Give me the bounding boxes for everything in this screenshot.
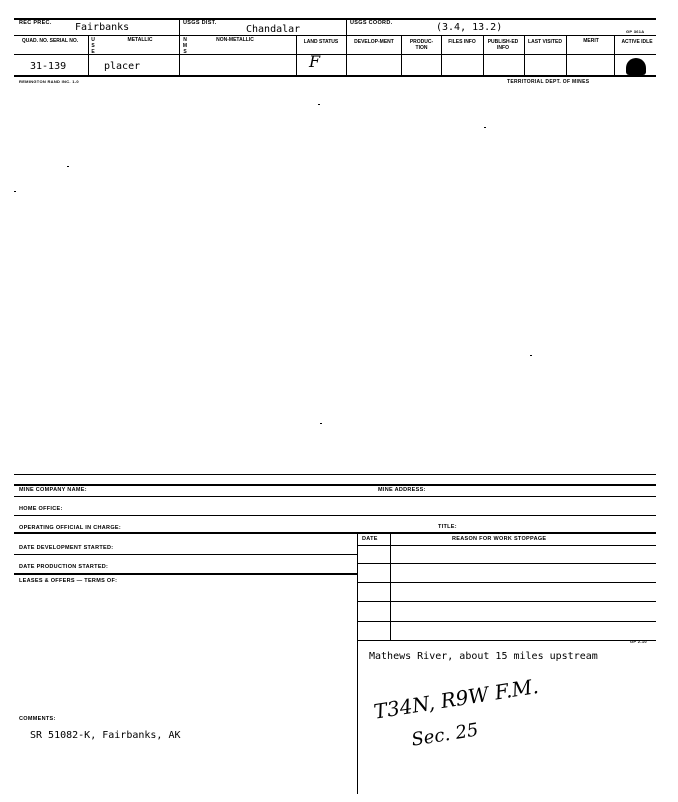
date-development-started-label: DATE DEVELOPMENT STARTED: [19,545,114,551]
leases-offers-label: LEASES & OFFERS — TERMS OF: [19,578,118,584]
col-metallic: METALLIC [127,37,153,43]
col-merit: MERIT [583,38,599,44]
land-status-value: F [309,52,321,71]
col-production: PRODUC-TION [409,39,434,51]
col-quad-serial: QUAD. NO. SERIAL NO. [21,38,79,44]
col-nonmetallic: NON-METALLIC [216,37,254,43]
mine-address-label: MINE ADDRESS: [378,487,426,493]
col-use: U S E [91,37,95,55]
metallic-value: placer [104,61,141,72]
location-note: Mathews River, about 15 miles upstream [369,651,598,662]
usgs-dist-value: Chandalar [246,24,301,35]
form-number: GP 361A [626,29,645,34]
home-office-label: HOME OFFICE: [19,506,63,512]
printer-note: REMINGTON RAND INC. 1-0 [19,79,79,84]
comments-value: SR 51082-K, Fairbanks, AK [30,730,181,741]
usgs-coord-label: USGS COORD. [350,20,393,26]
col-land-status: LAND STATUS [303,39,339,45]
col-published-info: PUBLISH-ED INFO [487,39,519,51]
handwritten-section: Sec. 25 [410,719,480,751]
small-form-number: GP 2-10 [630,639,647,644]
reason-header: REASON FOR WORK STOPPAGE [452,536,547,542]
operating-official-label: OPERATING OFFICIAL IN CHARGE: [19,525,121,531]
date-header: DATE [362,536,378,542]
col-development: DEVELOP-MENT [354,39,394,45]
quad-serial-value: 31-139 [30,61,67,72]
comments-label: COMMENTS: [19,716,56,722]
col-files-info: FILES INFO [448,39,476,45]
handwritten-township: T34N, R9W F.M. [372,673,541,724]
dept-note: TERRITORIAL DEPT. OF MINES [507,79,590,85]
col-active-idle: ACTIVE IDLE [621,39,653,45]
usgs-dist-label: USGS DIST. [183,20,217,26]
col-last-visited: LAST VISITED [528,39,562,45]
date-production-started-label: DATE PRODUCTION STARTED: [19,564,109,570]
rec-prec-value: Fairbanks [75,22,130,33]
active-stamp-icon [626,58,646,75]
title-label: TITLE: [438,524,457,530]
col-nms: N M S [182,37,188,55]
usgs-coord-value: (3.4, 13.2) [436,22,503,33]
mine-company-name-label: MINE COMPANY NAME: [19,487,87,493]
rec-prec-label: REC PREC. [19,20,52,26]
